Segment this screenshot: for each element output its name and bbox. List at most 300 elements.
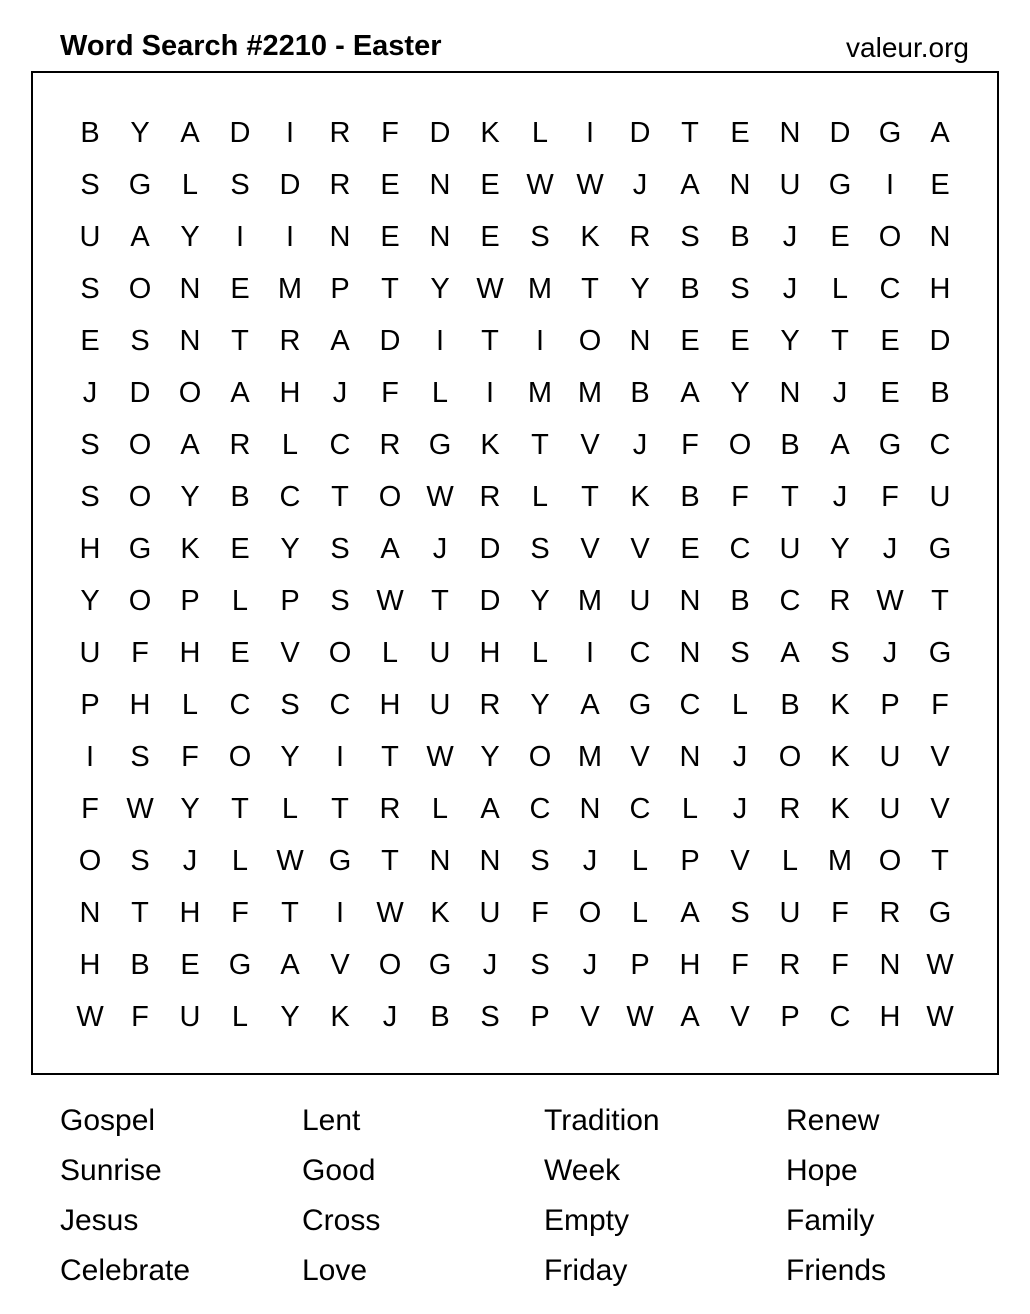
grid-letter: J bbox=[332, 376, 348, 409]
grid-letter: T bbox=[781, 480, 799, 513]
grid-letter: R bbox=[879, 896, 901, 929]
grid-letter: L bbox=[281, 428, 299, 461]
grid-letter: N bbox=[679, 740, 701, 773]
grid-letter: H bbox=[379, 688, 401, 721]
grid-letter: N bbox=[879, 948, 901, 981]
grid-letter: P bbox=[530, 1000, 550, 1033]
grid-letter: J bbox=[832, 480, 848, 513]
grid-letter: I bbox=[285, 220, 295, 253]
grid-letter: O bbox=[378, 480, 402, 513]
grid-letter: L bbox=[381, 636, 399, 669]
grid-letter: V bbox=[730, 1000, 750, 1033]
grid-letter: V bbox=[930, 792, 950, 825]
grid-letter: Y bbox=[530, 688, 550, 721]
grid-letter: O bbox=[578, 896, 602, 929]
grid-letter: H bbox=[79, 948, 101, 981]
grid-letter: S bbox=[830, 636, 850, 669]
grid-letter: V bbox=[930, 740, 950, 773]
grid-letter: B bbox=[730, 584, 750, 617]
grid-letter: M bbox=[577, 584, 603, 617]
grid-letter: F bbox=[681, 428, 699, 461]
grid-letter: G bbox=[928, 896, 952, 929]
grid-letter: B bbox=[680, 272, 700, 305]
grid-letter: A bbox=[680, 376, 700, 409]
grid-letter: F bbox=[831, 948, 849, 981]
grid-letter: J bbox=[482, 948, 498, 981]
grid-letter: K bbox=[330, 1000, 350, 1033]
grid-letter: A bbox=[280, 948, 300, 981]
grid-letter: G bbox=[428, 948, 452, 981]
grid-letter: R bbox=[329, 168, 351, 201]
grid-letter: G bbox=[878, 428, 902, 461]
grid-letter: B bbox=[630, 376, 650, 409]
grid-letter: J bbox=[432, 532, 448, 565]
grid-letter: U bbox=[879, 792, 901, 825]
grid-letter: S bbox=[230, 168, 250, 201]
grid-letter: E bbox=[380, 220, 400, 253]
grid-letter: F bbox=[931, 688, 949, 721]
grid-letter: K bbox=[580, 220, 600, 253]
grid-letter: G bbox=[878, 116, 902, 149]
grid-letter: S bbox=[530, 532, 550, 565]
grid-letter: D bbox=[629, 116, 651, 149]
grid-letter: N bbox=[679, 584, 701, 617]
grid-letter: L bbox=[431, 792, 449, 825]
grid-letter: E bbox=[680, 532, 700, 565]
grid-letter: F bbox=[231, 896, 249, 929]
word-list-item: Week bbox=[544, 1154, 621, 1187]
grid-letter: P bbox=[680, 844, 700, 877]
grid-letter: L bbox=[831, 272, 849, 305]
grid-letter: D bbox=[479, 532, 501, 565]
grid-letter: N bbox=[479, 844, 501, 877]
grid-letter: F bbox=[881, 480, 899, 513]
grid-letter: H bbox=[679, 948, 701, 981]
grid-letter: J bbox=[632, 168, 648, 201]
grid-letter: T bbox=[381, 272, 399, 305]
grid-letter: A bbox=[580, 688, 600, 721]
grid-letter: D bbox=[479, 584, 501, 617]
grid-letter: S bbox=[280, 688, 300, 721]
grid-letter: O bbox=[578, 324, 602, 357]
grid-letter: F bbox=[381, 116, 399, 149]
grid-letter: U bbox=[929, 480, 951, 513]
grid-letter: F bbox=[831, 896, 849, 929]
grid-letter: C bbox=[629, 636, 651, 669]
grid-letter: T bbox=[931, 584, 949, 617]
letter-grid bbox=[65, 107, 965, 1043]
grid-letter: N bbox=[79, 896, 101, 929]
grid-letter: O bbox=[878, 220, 902, 253]
grid-letter: U bbox=[629, 584, 651, 617]
grid-letter: C bbox=[329, 688, 351, 721]
grid-letter: N bbox=[929, 220, 951, 253]
grid-letter: S bbox=[480, 1000, 500, 1033]
grid-letter: F bbox=[731, 948, 749, 981]
grid-letter: W bbox=[526, 168, 554, 201]
grid-letter: H bbox=[879, 1000, 901, 1033]
grid-letter: J bbox=[732, 740, 748, 773]
grid-letter: E bbox=[380, 168, 400, 201]
grid-letter: S bbox=[130, 844, 150, 877]
grid-letter: O bbox=[328, 636, 352, 669]
grid-letter: I bbox=[235, 220, 245, 253]
grid-letter: T bbox=[381, 844, 399, 877]
grid-letter: R bbox=[279, 324, 301, 357]
grid-letter: I bbox=[535, 324, 545, 357]
grid-letter: J bbox=[782, 272, 798, 305]
grid-letter: S bbox=[130, 740, 150, 773]
grid-letter: A bbox=[380, 532, 400, 565]
grid-letter: C bbox=[279, 480, 301, 513]
grid-letter: F bbox=[181, 740, 199, 773]
grid-letter: N bbox=[429, 844, 451, 877]
grid-letter: K bbox=[830, 792, 850, 825]
grid-letter: L bbox=[781, 844, 799, 877]
grid-letter: A bbox=[480, 792, 500, 825]
grid-letter: B bbox=[780, 688, 800, 721]
grid-letter: H bbox=[929, 272, 951, 305]
grid-letter: U bbox=[79, 636, 101, 669]
word-list-item: Friday bbox=[544, 1254, 628, 1287]
grid-letter: S bbox=[530, 220, 550, 253]
grid-letter: T bbox=[581, 480, 599, 513]
grid-letter: Y bbox=[730, 376, 750, 409]
grid-letter: E bbox=[480, 168, 500, 201]
grid-letter: S bbox=[80, 480, 100, 513]
word-list-item: Renew bbox=[786, 1104, 880, 1137]
grid-letter: L bbox=[281, 792, 299, 825]
grid-letter: M bbox=[577, 740, 603, 773]
grid-letter: T bbox=[331, 792, 349, 825]
grid-letter: O bbox=[228, 740, 252, 773]
grid-letter: G bbox=[228, 948, 252, 981]
grid-letter: Y bbox=[780, 324, 800, 357]
grid-letter: A bbox=[830, 428, 850, 461]
grid-letter: O bbox=[728, 428, 752, 461]
grid-letter: E bbox=[880, 376, 900, 409]
grid-letter: W bbox=[426, 740, 454, 773]
grid-letter: N bbox=[779, 376, 801, 409]
word-list-item: Sunrise bbox=[60, 1154, 162, 1187]
grid-letter: W bbox=[576, 168, 604, 201]
grid-letter: T bbox=[231, 792, 249, 825]
grid-letter: H bbox=[179, 896, 201, 929]
grid-letter: F bbox=[381, 376, 399, 409]
grid-letter: E bbox=[880, 324, 900, 357]
grid-letter: T bbox=[581, 272, 599, 305]
grid-letter: P bbox=[780, 1000, 800, 1033]
grid-letter: N bbox=[429, 168, 451, 201]
word-list-item: Love bbox=[302, 1254, 368, 1287]
grid-letter: D bbox=[829, 116, 851, 149]
grid-letter: C bbox=[229, 688, 251, 721]
grid-letter: W bbox=[876, 584, 904, 617]
grid-letter: D bbox=[129, 376, 151, 409]
grid-letter: I bbox=[85, 740, 95, 773]
word-list bbox=[60, 1096, 1028, 1296]
site-name: valeur.org bbox=[846, 32, 969, 63]
grid-letter: J bbox=[832, 376, 848, 409]
grid-letter: V bbox=[730, 844, 750, 877]
grid-letter: K bbox=[480, 116, 500, 149]
grid-letter: M bbox=[277, 272, 303, 305]
grid-letter: W bbox=[376, 584, 404, 617]
grid-letter: T bbox=[931, 844, 949, 877]
grid-letter: V bbox=[580, 428, 600, 461]
grid-letter: U bbox=[879, 740, 901, 773]
grid-letter: N bbox=[779, 116, 801, 149]
grid-letter: L bbox=[631, 896, 649, 929]
grid-letter: V bbox=[580, 1000, 600, 1033]
grid-letter: B bbox=[680, 480, 700, 513]
grid-letter: K bbox=[830, 740, 850, 773]
grid-letter: G bbox=[928, 532, 952, 565]
grid-letter: W bbox=[476, 272, 504, 305]
grid-letter: A bbox=[180, 116, 200, 149]
grid-letter: F bbox=[131, 636, 149, 669]
grid-letter: A bbox=[680, 896, 700, 929]
grid-letter: O bbox=[128, 428, 152, 461]
grid-letter: D bbox=[929, 324, 951, 357]
grid-letter: L bbox=[231, 584, 249, 617]
grid-letter: W bbox=[76, 1000, 104, 1033]
grid-letter: S bbox=[130, 324, 150, 357]
grid-letter: T bbox=[281, 896, 299, 929]
word-list-item: Family bbox=[786, 1204, 875, 1237]
grid-letter: V bbox=[330, 948, 350, 981]
grid-letter: K bbox=[180, 532, 200, 565]
grid-letter: U bbox=[479, 896, 501, 929]
grid-letter: G bbox=[328, 844, 352, 877]
grid-letter: C bbox=[529, 792, 551, 825]
grid-letter: M bbox=[527, 376, 553, 409]
grid-letter: P bbox=[180, 584, 200, 617]
grid-letter: F bbox=[731, 480, 749, 513]
grid-letter: U bbox=[79, 220, 101, 253]
grid-letter: R bbox=[329, 116, 351, 149]
grid-letter: M bbox=[827, 844, 853, 877]
grid-letter: L bbox=[181, 168, 199, 201]
grid-letter: S bbox=[730, 636, 750, 669]
grid-letter: J bbox=[82, 376, 98, 409]
grid-letter: D bbox=[279, 168, 301, 201]
grid-letter: R bbox=[779, 948, 801, 981]
grid-letter: N bbox=[679, 636, 701, 669]
grid-letter: F bbox=[131, 1000, 149, 1033]
grid-letter: C bbox=[779, 584, 801, 617]
grid-letter: K bbox=[630, 480, 650, 513]
grid-letter: I bbox=[435, 324, 445, 357]
grid-letter: G bbox=[128, 532, 152, 565]
grid-letter: Y bbox=[280, 532, 300, 565]
grid-letter: I bbox=[335, 740, 345, 773]
grid-letter: H bbox=[479, 636, 501, 669]
grid-letter: L bbox=[181, 688, 199, 721]
grid-letter: B bbox=[130, 948, 150, 981]
grid-letter: O bbox=[128, 584, 152, 617]
grid-letter: Y bbox=[480, 740, 500, 773]
word-list-item: Tradition bbox=[544, 1104, 660, 1137]
grid-letter: J bbox=[732, 792, 748, 825]
grid-letter: T bbox=[131, 896, 149, 929]
grid-letter: P bbox=[880, 688, 900, 721]
grid-letter: E bbox=[180, 948, 200, 981]
grid-letter: O bbox=[378, 948, 402, 981]
grid-letter: Y bbox=[180, 480, 200, 513]
grid-letter: K bbox=[430, 896, 450, 929]
grid-letter: G bbox=[828, 168, 852, 201]
grid-letter: I bbox=[585, 636, 595, 669]
grid-letter: I bbox=[885, 168, 895, 201]
grid-letter: O bbox=[778, 740, 802, 773]
grid-letter: R bbox=[629, 220, 651, 253]
word-list-item: Jesus bbox=[60, 1204, 139, 1237]
grid-letter: F bbox=[531, 896, 549, 929]
grid-letter: N bbox=[629, 324, 651, 357]
grid-letter: U bbox=[779, 532, 801, 565]
grid-letter: L bbox=[231, 1000, 249, 1033]
grid-letter: B bbox=[430, 1000, 450, 1033]
grid-letter: E bbox=[480, 220, 500, 253]
grid-letter: D bbox=[429, 116, 451, 149]
grid-letter: W bbox=[126, 792, 154, 825]
grid-letter: V bbox=[580, 532, 600, 565]
grid-letter: J bbox=[582, 844, 598, 877]
grid-letter: B bbox=[230, 480, 250, 513]
grid-letter: L bbox=[531, 480, 549, 513]
grid-letter: K bbox=[830, 688, 850, 721]
grid-letter: R bbox=[479, 688, 501, 721]
word-list-item: Lent bbox=[302, 1104, 361, 1137]
grid-letter: P bbox=[630, 948, 650, 981]
grid-letter: C bbox=[329, 428, 351, 461]
grid-letter: L bbox=[681, 792, 699, 825]
grid-letter: W bbox=[376, 896, 404, 929]
grid-letter: D bbox=[379, 324, 401, 357]
grid-letter: H bbox=[279, 376, 301, 409]
grid-letter: S bbox=[330, 584, 350, 617]
grid-letter: A bbox=[680, 1000, 700, 1033]
grid-letter: W bbox=[626, 1000, 654, 1033]
grid-letter: J bbox=[382, 1000, 398, 1033]
grid-letter: T bbox=[331, 480, 349, 513]
word-list-item: Celebrate bbox=[60, 1254, 191, 1287]
grid-letter: Y bbox=[530, 584, 550, 617]
grid-letter: C bbox=[729, 532, 751, 565]
word-list-item: Hope bbox=[786, 1154, 858, 1187]
grid-letter: R bbox=[229, 428, 251, 461]
grid-letter: J bbox=[782, 220, 798, 253]
grid-letter: I bbox=[485, 376, 495, 409]
grid-letter: E bbox=[680, 324, 700, 357]
grid-letter: L bbox=[231, 844, 249, 877]
grid-letter: Y bbox=[180, 220, 200, 253]
grid-letter: S bbox=[730, 272, 750, 305]
puzzle-frame bbox=[31, 71, 999, 1075]
grid-letter: T bbox=[531, 428, 549, 461]
grid-letter: P bbox=[280, 584, 300, 617]
grid-letter: J bbox=[182, 844, 198, 877]
grid-letter: B bbox=[780, 428, 800, 461]
grid-letter: Y bbox=[830, 532, 850, 565]
grid-letter: U bbox=[779, 896, 801, 929]
grid-letter: N bbox=[429, 220, 451, 253]
grid-letter: E bbox=[230, 272, 250, 305]
grid-letter: G bbox=[928, 636, 952, 669]
grid-letter: C bbox=[929, 428, 951, 461]
grid-letter: A bbox=[930, 116, 950, 149]
grid-letter: G bbox=[428, 428, 452, 461]
grid-letter: V bbox=[280, 636, 300, 669]
grid-letter: W bbox=[926, 1000, 954, 1033]
grid-letter: C bbox=[629, 792, 651, 825]
grid-letter: W bbox=[276, 844, 304, 877]
grid-letter: Y bbox=[80, 584, 100, 617]
grid-letter: V bbox=[630, 532, 650, 565]
grid-letter: G bbox=[128, 168, 152, 201]
grid-letter: M bbox=[577, 376, 603, 409]
grid-letter: H bbox=[79, 532, 101, 565]
grid-letter: W bbox=[426, 480, 454, 513]
grid-letter: T bbox=[381, 740, 399, 773]
grid-letter: R bbox=[829, 584, 851, 617]
grid-letter: E bbox=[230, 532, 250, 565]
grid-letter: H bbox=[179, 636, 201, 669]
grid-letter: A bbox=[680, 168, 700, 201]
grid-letter: I bbox=[335, 896, 345, 929]
grid-letter: A bbox=[180, 428, 200, 461]
grid-letter: E bbox=[230, 636, 250, 669]
grid-letter: S bbox=[530, 844, 550, 877]
grid-letter: E bbox=[80, 324, 100, 357]
word-list-item: Empty bbox=[544, 1204, 630, 1237]
grid-letter: Y bbox=[130, 116, 150, 149]
grid-letter: O bbox=[178, 376, 202, 409]
grid-letter: A bbox=[780, 636, 800, 669]
grid-letter: H bbox=[129, 688, 151, 721]
grid-letter: A bbox=[230, 376, 250, 409]
grid-letter: N bbox=[179, 272, 201, 305]
grid-letter: T bbox=[831, 324, 849, 357]
word-list-item: Gospel bbox=[60, 1104, 156, 1137]
grid-letter: S bbox=[730, 896, 750, 929]
grid-letter: L bbox=[531, 116, 549, 149]
grid-letter: Y bbox=[630, 272, 650, 305]
grid-letter: B bbox=[730, 220, 750, 253]
grid-letter: L bbox=[431, 376, 449, 409]
grid-letter: I bbox=[585, 116, 595, 149]
grid-letter: R bbox=[779, 792, 801, 825]
grid-letter: Y bbox=[280, 1000, 300, 1033]
grid-letter: U bbox=[429, 688, 451, 721]
grid-letter: N bbox=[329, 220, 351, 253]
grid-letter: O bbox=[878, 844, 902, 877]
grid-letter: S bbox=[330, 532, 350, 565]
grid-letter: R bbox=[379, 792, 401, 825]
grid-letter: C bbox=[879, 272, 901, 305]
grid-letter: R bbox=[379, 428, 401, 461]
grid-letter: S bbox=[80, 272, 100, 305]
word-list-item: Friends bbox=[786, 1254, 887, 1287]
grid-letter: S bbox=[530, 948, 550, 981]
grid-letter: N bbox=[729, 168, 751, 201]
grid-letter: N bbox=[579, 792, 601, 825]
grid-letter: T bbox=[681, 116, 699, 149]
grid-letter: J bbox=[632, 428, 648, 461]
grid-letter: W bbox=[926, 948, 954, 981]
grid-letter: M bbox=[527, 272, 553, 305]
